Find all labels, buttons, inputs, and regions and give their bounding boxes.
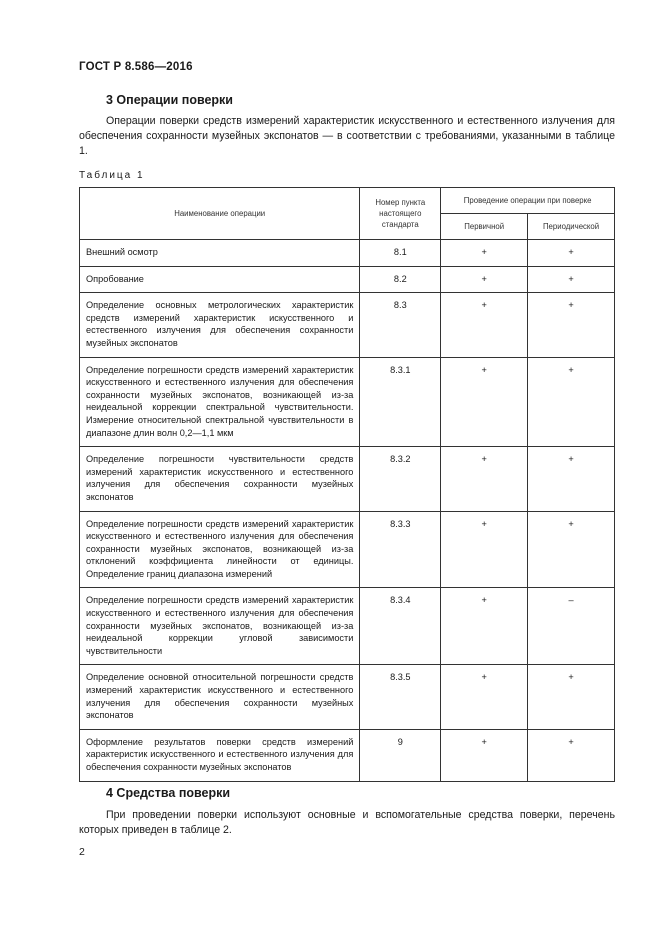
table-row <box>80 293 615 357</box>
header-primary: Первичной <box>441 214 528 240</box>
section-4-text: При проведении поверки используют основные и вспомогательные средства поверки, перечень которых приведен в таблице 2. <box>79 809 615 836</box>
primary-mark: + <box>441 266 528 293</box>
primary-mark: + <box>441 665 528 729</box>
table-row <box>80 511 615 588</box>
primary-mark: + <box>441 729 528 781</box>
operation-name: Определение погрешности чувствительности средств измерений характеристик искусственного и естественного излучения для обеспечения сохранности музейных экспонатов <box>80 447 360 511</box>
clause-number: 8.3.2 <box>360 447 441 511</box>
header-operation-name: Наименование операции <box>80 188 360 240</box>
table-row <box>80 266 615 293</box>
operation-name: Определение основной относительной погрешности средств измерений характеристик искусственного и естественного излучения для обеспечения сохранности музейных экспонатов <box>80 665 360 729</box>
clause-number: 8.1 <box>360 240 441 267</box>
clause-number: 8.3 <box>360 293 441 357</box>
table-1-caption: Таблица 1 <box>79 170 145 181</box>
header-periodic: Периодической <box>528 214 615 240</box>
table-row <box>80 665 615 729</box>
operation-name: Внешний осмотр <box>80 240 360 267</box>
periodic-mark: – <box>528 588 615 665</box>
periodic-mark: + <box>528 357 615 447</box>
document-header: ГОСТ Р 8.586—2016 <box>79 61 193 73</box>
section-3-title: 3 Операции поверки <box>106 93 233 107</box>
periodic-mark: + <box>528 665 615 729</box>
header-clause-number: Номер пункта настоящего стандарта <box>360 188 441 240</box>
section-4-title: 4 Средства поверки <box>106 786 231 800</box>
operation-name: Определение погрешности средств измерений характеристик искусственного и естественного излучения для обеспечения сохранности музейных экспонатов, возникающей из-за отклонений коэффициента линейности от единицы. Определение границ диапазона измерений <box>80 511 360 588</box>
clause-number: 8.3.3 <box>360 511 441 588</box>
operation-name: Определение основных метрологических характеристик средств измерений характеристик искусственного и естественного излучения для обеспечения сохранности музейных экспонатов <box>80 293 360 357</box>
periodic-mark: + <box>528 447 615 511</box>
primary-mark: + <box>441 588 528 665</box>
table-row <box>80 240 615 267</box>
table-row <box>80 357 615 447</box>
header-verification-group: Проведение операции при поверке <box>441 188 615 214</box>
primary-mark: + <box>441 357 528 447</box>
clause-number: 8.3.4 <box>360 588 441 665</box>
operation-name: Оформление результатов поверки средств измерений характеристик искусственного и естественного излучения для обеспечения сохранности музейных экспонатов <box>80 729 360 781</box>
primary-mark: + <box>441 293 528 357</box>
clause-number: 8.3.1 <box>360 357 441 447</box>
periodic-mark: + <box>528 240 615 267</box>
operations-table <box>79 187 615 782</box>
table-row <box>80 447 615 511</box>
clause-number: 9 <box>360 729 441 781</box>
periodic-mark: + <box>528 511 615 588</box>
primary-mark: + <box>441 511 528 588</box>
operation-name: Опробование <box>80 266 360 293</box>
primary-mark: + <box>441 240 528 267</box>
section-3-text: Операции поверки средств измерений характеристик искусственного и естественного излучения для обеспечения сохранности музейных экспонатов — в соответствии с требованиями, указанными в таблице 1. <box>79 115 615 157</box>
operation-name: Определение погрешности средств измерений характеристик искусственного и естественного излучения для обеспечения сохранности музейных экспонатов, возникающей из-за неидеальной коррекции угловой зависимости чувствительности <box>80 588 360 665</box>
primary-mark: + <box>441 447 528 511</box>
section-4-paragraph <box>79 808 615 838</box>
clause-number: 8.3.5 <box>360 665 441 729</box>
table-row <box>80 588 615 665</box>
operation-name: Определение погрешности средств измерений характеристик искусственного и естественного излучения для обеспечения сохранности музейных экспонатов, возникающей из-за неидеальной коррекции спектральной чувствительности. Измерение относительной спектральной чувствительности в диапазоне длин волн 0,2—1,1 мкм <box>80 357 360 447</box>
periodic-mark: + <box>528 729 615 781</box>
periodic-mark: + <box>528 266 615 293</box>
section-3-paragraph <box>79 114 615 159</box>
clause-number: 8.2 <box>360 266 441 293</box>
page-number: 2 <box>79 846 85 858</box>
periodic-mark: + <box>528 293 615 357</box>
table-row <box>80 729 615 781</box>
